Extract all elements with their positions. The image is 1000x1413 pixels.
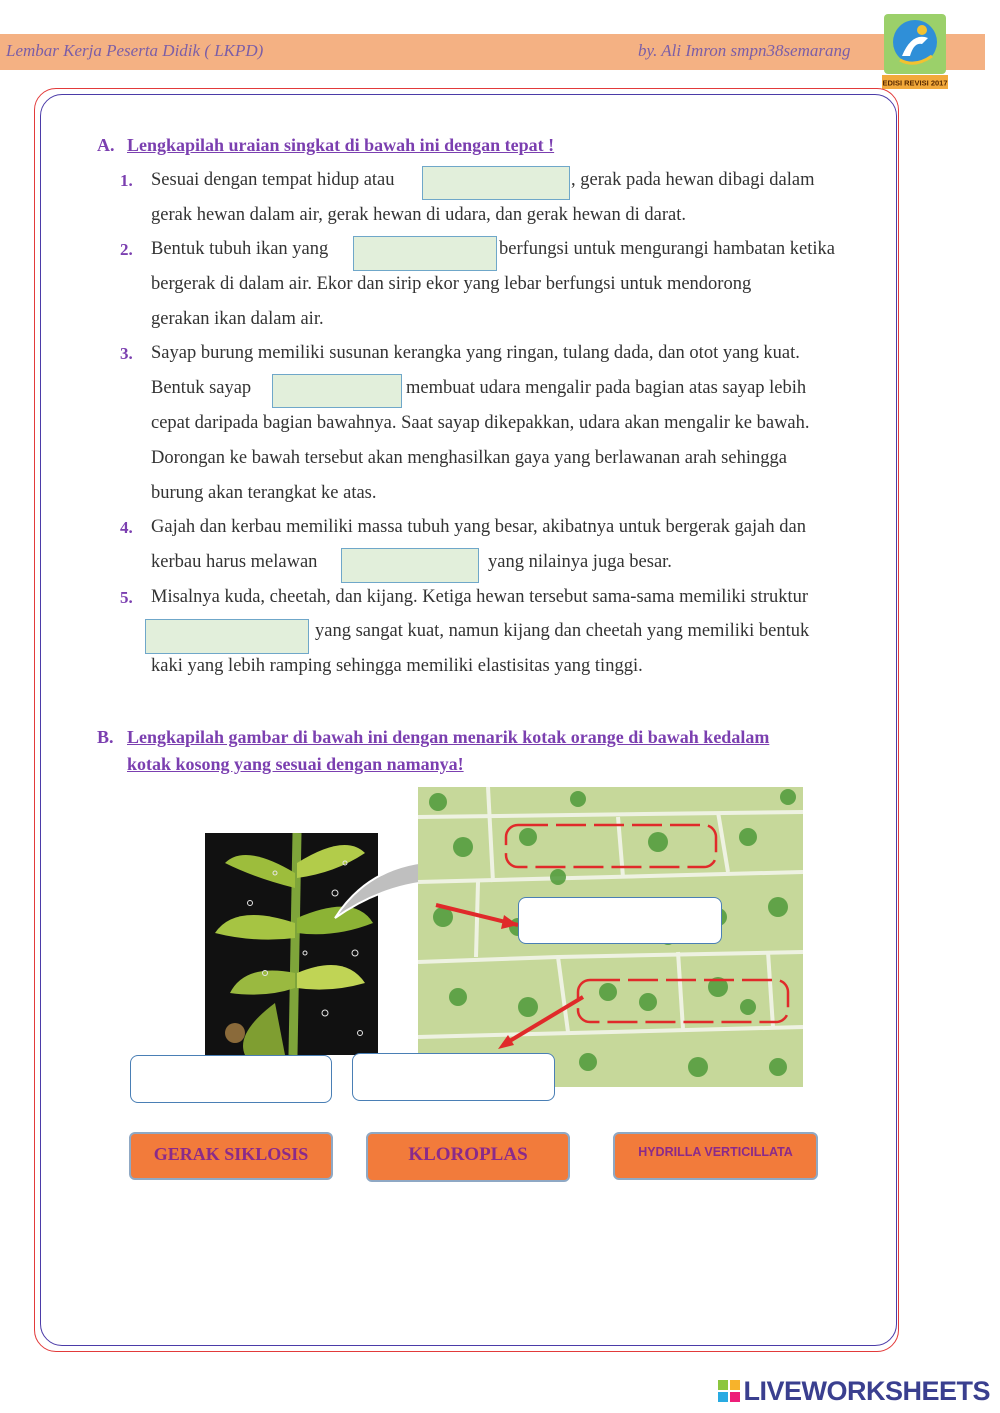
item-2-text: Bentuk tubuh ikan yang [151,239,329,259]
item-4-text: yang nilainya juga besar. [488,552,672,572]
svg-text:EDISI REVISI 2017: EDISI REVISI 2017 [882,78,948,88]
drag-tile-hydrilla[interactable]: HYDRILLA VERTICILLATA [613,1132,818,1180]
drag-tile-gerak-siklosis[interactable]: GERAK SIKLOSIS [129,1132,333,1180]
section-a-title: Lengkapilah uraian singkat di bawah ini dengan tepat ! [127,135,555,155]
item-4-text: Gajah dan kerbau memiliki massa tubuh yang besar, akibatnya untuk bergerak gajah dan [151,517,806,537]
answer-input-1[interactable] [422,166,570,200]
item-5-text: Misalnya kuda, cheetah, dan kijang. Ketiga hewan tersebut sama-sama memiliki struktur [151,587,809,607]
answer-input-2[interactable] [353,236,497,271]
answer-input-3[interactable] [272,374,402,408]
section-b-title: Lengkapilah gambar di bawah ini dengan menarik kotak orange di bawah kedalam [127,727,770,747]
footer-brand-text: LIVEWORKSHEETS [743,1376,990,1406]
curriculum-logo [882,12,948,90]
item-1-text: , gerak pada hewan dibagi dalam [571,170,815,190]
item-5-text: yang sangat kuat, namun kijang dan cheetah yang memiliki bentuk [315,621,810,641]
footer-brand [718,1376,990,1407]
item-3-text: Bentuk sayap [151,378,252,398]
answer-input-4[interactable] [341,548,479,583]
item-5-text: kaki yang lebih ramping sehingga memiliki elastisitas yang tinggi. [151,656,643,676]
drop-target-cyclosis[interactable] [352,1053,555,1101]
answer-input-5[interactable] [145,619,309,654]
item-2-text: gerakan ikan dalam air. [151,309,324,329]
item-3-text: burung akan terangkat ke atas. [151,483,377,503]
section-b-letter: B. [97,727,114,747]
item-4-number: 4. [120,518,133,537]
item-2-text: bergerak di dalam air. Ekor dan sirip ekor yang lebar berfungsi untuk mendorong [151,274,752,294]
section-b-title: kotak kosong yang sesuai dengan namanya! [127,754,464,774]
item-3-text: cepat daripada bagian bawahnya. Saat sayap dikepakkan, udara akan mengalir ke bawah. [151,413,810,433]
header-credit: by. Ali Imron smpn38semarang [638,41,851,60]
item-1-number: 1. [120,171,133,190]
liveworksheets-logo-icon [718,1378,740,1400]
item-3-text: Dorongan ke bawah tersebut akan menghasilkan gaya yang berlawanan arah sehingga [151,448,787,468]
drag-tile-kloroplas[interactable]: KLOROPLAS [366,1132,570,1182]
item-3-text: membuat udara mengalir pada bagian atas sayap lebih [406,378,807,398]
drop-target-plant[interactable] [130,1055,332,1103]
item-1-text: Sesuai dengan tempat hidup atau [151,170,395,190]
item-5-number: 5. [120,588,133,607]
section-a-letter: A. [97,135,115,155]
item-2-text: berfungsi untuk mengurangi hambatan ketika [499,239,835,259]
drop-target-chloroplast[interactable] [518,897,722,944]
item-3-number: 3. [120,344,133,363]
item-4-text: kerbau harus melawan [151,552,318,572]
header-title: Lembar Kerja Peserta Didik ( LKPD) [6,41,264,60]
item-3-text: Sayap burung memiliki susunan kerangka yang ringan, tulang dada, dan otot yang kuat. [151,343,800,363]
item-1-text: gerak hewan dalam air, gerak hewan di udara, dan gerak hewan di darat. [151,205,686,225]
item-2-number: 2. [120,240,133,259]
